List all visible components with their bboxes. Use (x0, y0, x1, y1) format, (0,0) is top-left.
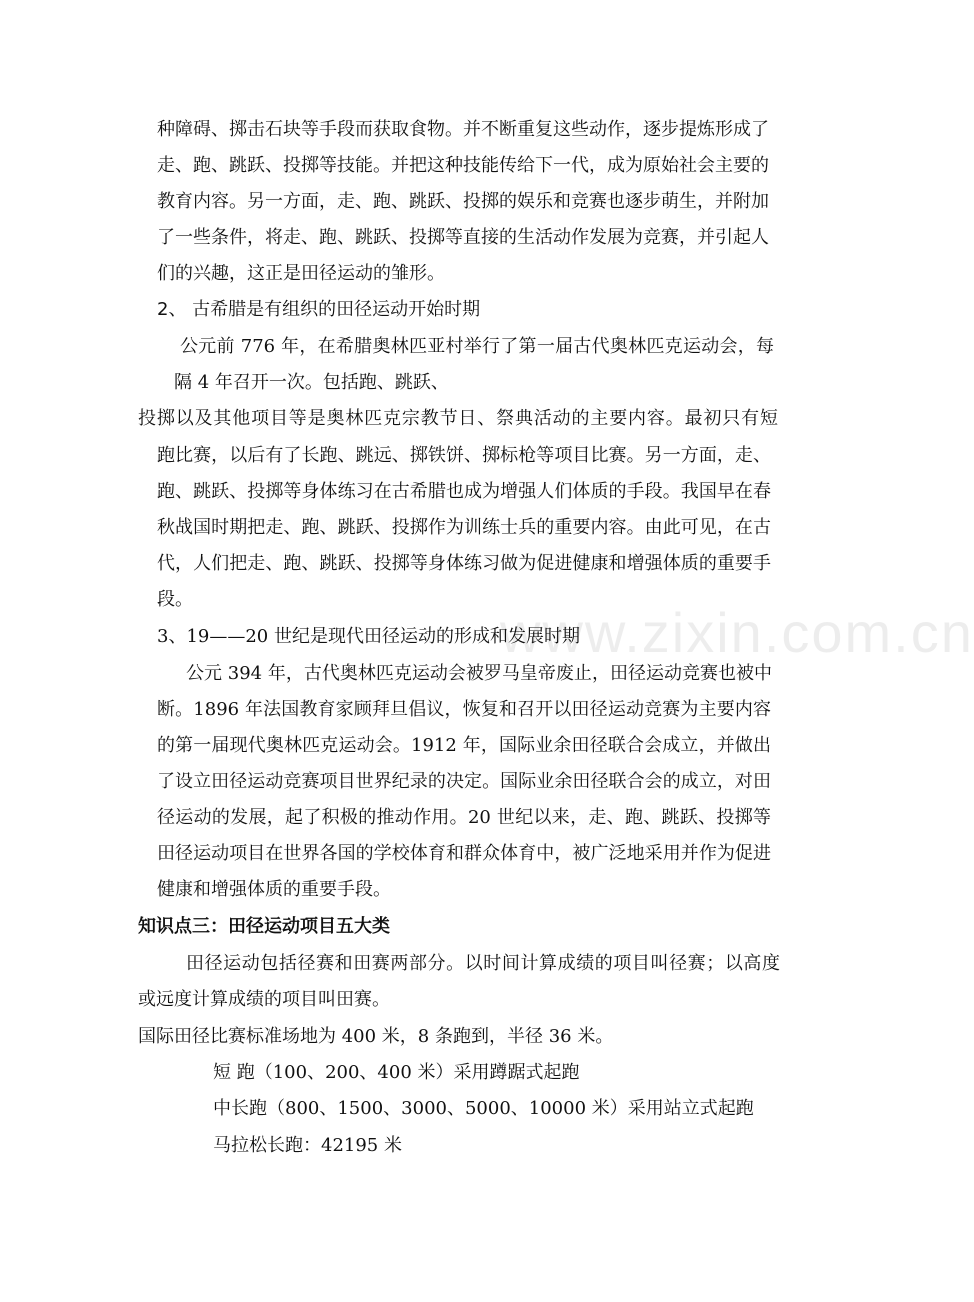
paragraph-line: 投掷以及其他项目等是奥林匹克宗教节日、祭典活动的主要内容。最初只有短 (138, 408, 778, 429)
paragraph-line: 断。1896 年法国教育家顾拜旦倡议，恢复和召开以田径运动竞赛为主要内容 (157, 699, 771, 720)
paragraph-line: 走、跑、跳跃、投掷等技能。并把这种技能传给下一代，成为原始社会主要的 (157, 155, 769, 176)
watermark: www.zixin.com.cn (500, 601, 974, 664)
paragraph-line: 隔 4 年召开一次。包括跑、跳跃、 (174, 372, 449, 393)
paragraph-line: 或远度计算成绩的项目叫田赛。 (138, 989, 390, 1010)
paragraph-line: 健康和增强体质的重要手段。 (157, 879, 391, 900)
paragraph-line: 公元前 776 年，在希腊奥林匹亚村举行了第一届古代奥林匹克运动会，每 (180, 336, 774, 357)
field-info: 国际田径比赛标准场地为 400 米，8 条跑到，半径 36 米。 (138, 1026, 614, 1047)
paragraph-line: 了设立田径运动竞赛项目世界纪录的决定。国际业余田径联合会的成立，对田 (157, 771, 771, 792)
event-sprint: 短 跑（100、200、400 米）采用蹲踞式起跑 (213, 1062, 580, 1083)
section-title: 3、19——20 世纪是现代田径运动的形成和发展时期 (157, 626, 580, 647)
section-title: 2、 古希腊是有组织的田径运动开始时期 (157, 299, 481, 320)
paragraph-line: 公元 394 年，古代奥林匹克运动会被罗马皇帝废止，田径运动竞赛也被中 (186, 663, 772, 684)
paragraph-line: 了一些条件，将走、跑、跳跃、投掷等直接的生活动作发展为竞赛，并引起人 (157, 227, 769, 248)
paragraph-line: 教育内容。另一方面，走、跑、跳跃、投掷的娱乐和竞赛也逐步萌生，并附加 (157, 191, 769, 212)
event-marathon: 马拉松长跑：42195 米 (213, 1135, 402, 1156)
paragraph-line: 代，人们把走、跑、跳跃、投掷等身体练习做为促进健康和增强体质的重要手 (157, 553, 771, 574)
paragraph-line: 种障碍、掷击石块等手段而获取食物。并不断重复这些动作，逐步提炼形成了 (157, 119, 769, 140)
paragraph-line: 段。 (157, 589, 193, 610)
paragraph-line: 径运动的发展，起了积极的推动作用。20 世纪以来，走、跑、跳跃、投掷等 (157, 807, 771, 828)
event-middle-distance: 中长跑（800、1500、3000、5000、10000 米）采用站立式起跑 (213, 1098, 754, 1119)
paragraph-line: 田径运动项目在世界各国的学校体育和群众体育中，被广泛地采用并作为促进 (157, 843, 771, 864)
paragraph-line: 田径运动包括径赛和田赛两部分。以时间计算成绩的项目叫径赛；以高度 (186, 953, 780, 974)
paragraph-line: 的第一届现代奥林匹克运动会。1912 年，国际业余田径联合会成立，并做出 (157, 735, 771, 756)
paragraph-line: 跑、跳跃、投掷等身体练习在古希腊也成为增强人们体质的手段。我国早在春 (157, 481, 771, 502)
paragraph-line: 秋战国时期把走、跑、跳跃、投掷作为训练士兵的重要内容。由此可见，在古 (157, 517, 771, 538)
paragraph-line: 跑比赛，以后有了长跑、跳远、掷铁饼、掷标枪等项目比赛。另一方面，走、 (157, 445, 771, 466)
paragraph-line: 们的兴趣，这正是田径运动的雏形。 (157, 263, 445, 284)
knowledge-heading: 知识点三：田径运动项目五大类 (138, 916, 390, 937)
